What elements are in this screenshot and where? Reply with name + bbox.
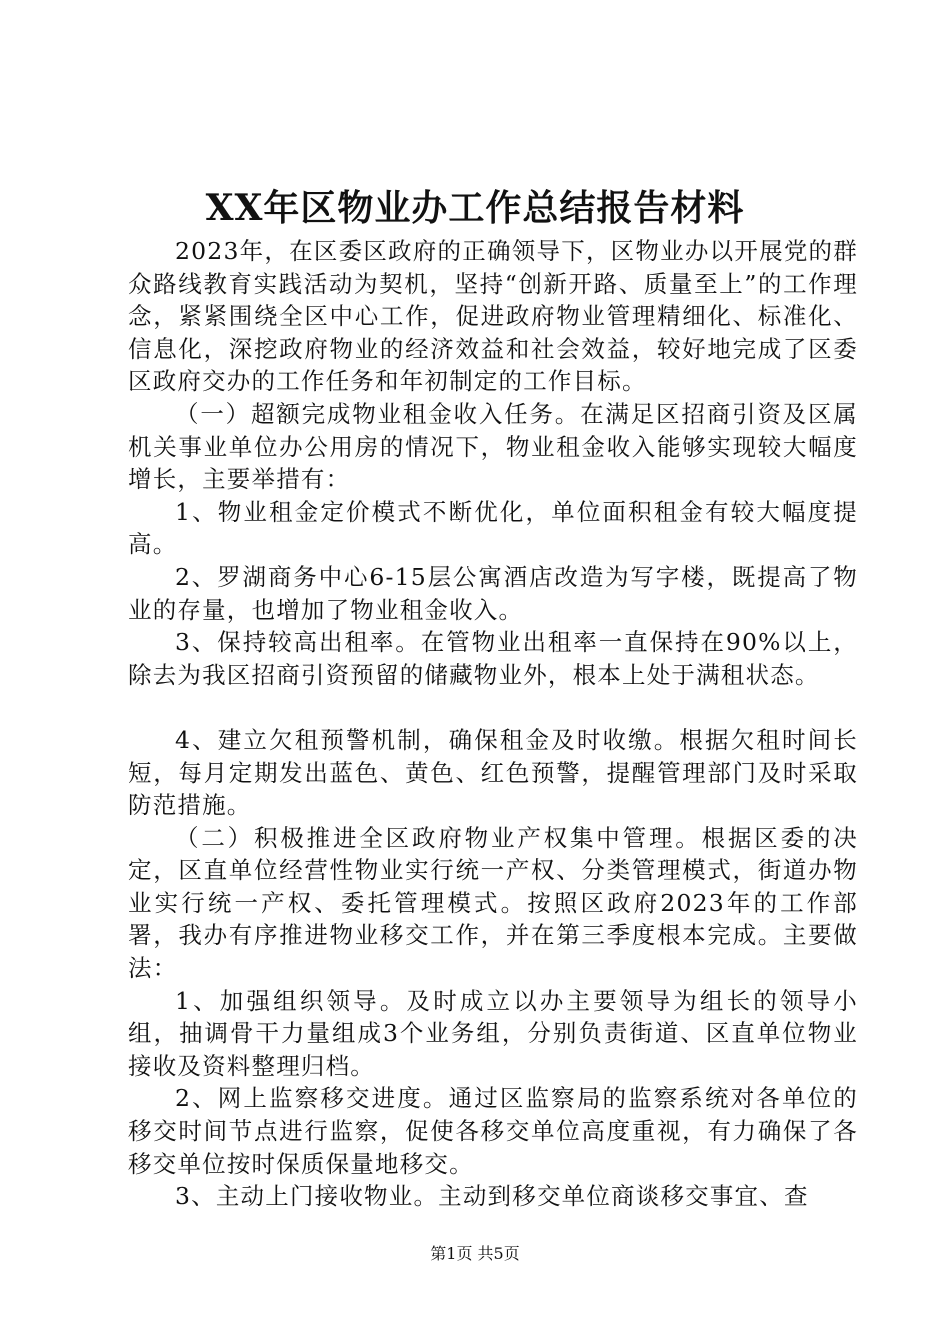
paragraph-section-2-heading: （二）积极推进全区政府物业产权集中管理。根据区委的决定，区直单位经营性物业实行统一产权、分类管理模式，街道办物业实行统一产权、委托管理模式。按照区政府2023年的工作部署，我办有序推进物业移交工作，并在第三季度根本完成。主要做法： (128, 823, 858, 983)
paragraph-section-1-item-4: 4、建立欠租预警机制，确保租金及时收缴。根据欠租时间长短，每月定期发出蓝色、黄色、红色预警，提醒管理部门及时采取防范措施。 (128, 725, 858, 820)
paragraph-section-1-item-2: 2、罗湖商务中心6-15层公寓酒店改造为写字楼，既提高了物业的存量，也增加了物业租金收入。 (128, 562, 858, 624)
paragraph-section-2-item-2: 2、网上监察移交进度。通过区监察局的监察系统对各单位的移交时间节点进行监察，促使各移交单位高度重视，有力确保了各移交单位按时保质保量地移交。 (128, 1084, 858, 1178)
paragraph-section-1-item-1: 1、物业租金定价模式不断优化，单位面积租金有较大幅度提高。 (128, 497, 858, 559)
document-body (128, 235, 858, 1213)
paragraph-intro: 2023年，在区委区政府的正确领导下，区物业办以开展党的群众路线教育实践活动为契机，坚持“创新开路、质量至上”的工作理念，紧紧围绕全区中心工作，促进政府物业管理精细化、标准化、信息化，深挖政府物业的经济效益和社会效益，较好地完成了区委区政府交办的工作任务和年初制定的工作目标。 (128, 237, 858, 396)
page-number-footer: 第1页 共5页 (430, 1244, 520, 1263)
paragraph-section-2-item-3: 3、主动上门接收物业。主动到移交单位商谈移交事宜、查 (175, 1182, 809, 1211)
paragraph-section-1-heading: （一）超额完成物业租金收入任务。在满足区招商引资及区属机关事业单位办公用房的情况下，物业租金收入能够实现较大幅度增长，主要举措有： (128, 399, 858, 494)
paragraph-section-1-item-3: 3、保持较高出租率。在管物业出租率一直保持在90%以上，除去为我区招商引资预留的储藏物业外，根本上处于满租状态。 (128, 628, 858, 689)
paragraph-section-2-item-1: 1、加强组织领导。及时成立以办主要领导为组长的领导小组，抽调骨干力量组成3个业务组，分别负责街道、区直单位物业接收及资料整理归档。 (128, 986, 858, 1080)
document-title: XX年区物业办工作总结报告材料 (205, 187, 745, 229)
